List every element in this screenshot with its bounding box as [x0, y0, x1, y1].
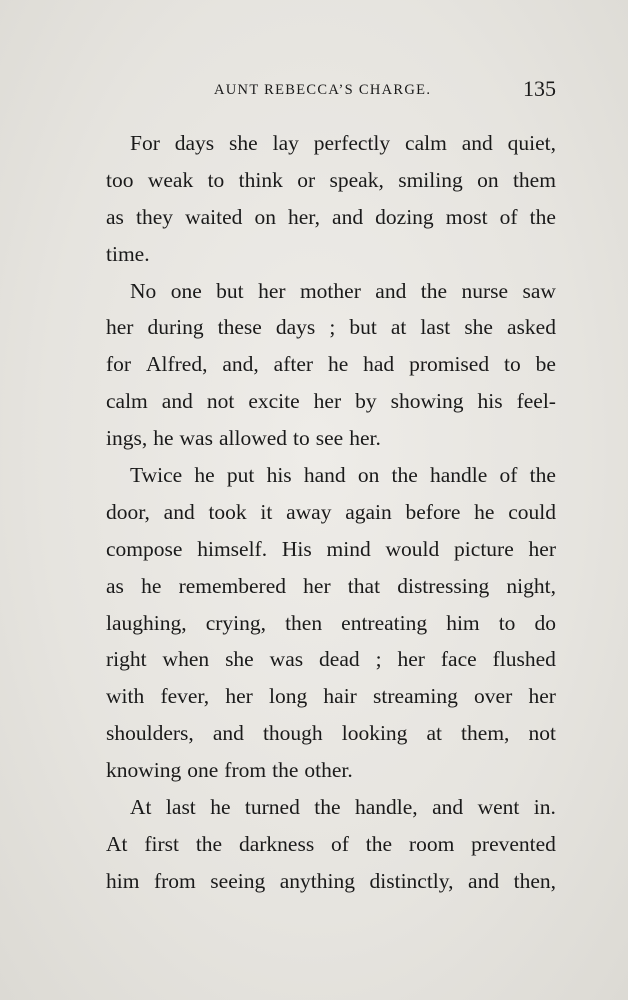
word: the — [365, 831, 393, 856]
word: them — [512, 167, 556, 192]
word: from — [224, 758, 267, 783]
text-line — [106, 346, 556, 383]
text-line — [106, 826, 556, 863]
word: last — [420, 315, 451, 340]
word: handle — [429, 463, 488, 488]
word: of — [331, 831, 349, 856]
word: during — [147, 315, 204, 340]
word: face — [440, 647, 477, 672]
word: picture — [454, 536, 514, 561]
word: first — [144, 831, 179, 856]
word: she — [225, 647, 254, 672]
word: distressing — [397, 573, 490, 598]
word: put — [226, 463, 255, 488]
word: allowed — [218, 426, 288, 451]
word: her. — [349, 426, 381, 451]
word: do — [534, 610, 556, 635]
word: ; — [375, 647, 382, 672]
word: For — [130, 131, 160, 155]
word: last — [165, 795, 196, 820]
word: excite — [248, 389, 300, 414]
word: her — [397, 647, 425, 672]
text-line — [106, 309, 556, 346]
text-line — [106, 162, 556, 199]
word: to — [207, 167, 225, 192]
word: of — [499, 463, 518, 488]
word: to — [498, 610, 516, 635]
word: as — [106, 204, 124, 229]
word: away — [286, 499, 332, 524]
text-line — [106, 125, 556, 162]
word: asked — [507, 315, 556, 340]
word: and — [163, 499, 195, 524]
word: calm — [405, 131, 447, 155]
word: that — [347, 573, 381, 598]
word: think — [238, 167, 283, 192]
word: over — [474, 684, 513, 709]
text-line — [106, 789, 556, 826]
word: flushed — [492, 647, 556, 672]
text-line — [106, 568, 556, 605]
word: himself. — [197, 536, 268, 561]
text-line — [106, 457, 556, 494]
word: waited — [185, 204, 243, 229]
word: not — [528, 721, 556, 746]
word: looking — [341, 721, 408, 746]
word: mind — [326, 536, 371, 561]
running-title: AUNT REBECCA’S CHARGE. — [214, 82, 432, 98]
word: would — [385, 536, 440, 561]
word: she — [464, 315, 493, 340]
word: compose — [106, 536, 183, 561]
word: perfectly — [313, 131, 391, 155]
word: on — [357, 463, 380, 488]
word: of — [499, 204, 518, 229]
word: seeing — [210, 868, 266, 893]
word: most — [445, 204, 488, 229]
word: at — [390, 315, 407, 340]
word: too — [106, 167, 134, 192]
word: At — [130, 795, 152, 820]
word: her — [528, 536, 556, 561]
word: the — [195, 831, 223, 856]
word: knowing — [106, 758, 182, 783]
word: to — [293, 426, 310, 451]
word: her — [303, 573, 331, 598]
word: by — [355, 389, 377, 414]
word: showing — [390, 389, 464, 414]
text-line — [106, 678, 556, 715]
word: with — [106, 684, 145, 709]
word: them, — [461, 721, 510, 746]
word: or — [297, 167, 316, 192]
word: they — [135, 204, 174, 229]
word: then — [285, 610, 323, 635]
running-head — [108, 78, 556, 102]
word: and — [332, 204, 364, 229]
word: and — [461, 131, 493, 155]
word: though — [262, 721, 323, 746]
word: these — [217, 315, 262, 340]
word: one — [187, 758, 219, 783]
text-line — [106, 715, 556, 752]
word: he — [474, 499, 495, 524]
word: her — [528, 684, 556, 709]
word: had — [363, 352, 395, 377]
word: on — [477, 167, 499, 192]
word: the — [529, 463, 556, 488]
word: went — [477, 795, 520, 820]
word: Alfred, — [145, 352, 208, 377]
word: the — [272, 758, 299, 783]
word: in. — [533, 795, 556, 820]
text-line — [106, 420, 556, 457]
word: remembered — [178, 573, 286, 598]
word: entreating — [341, 610, 428, 635]
text-line — [106, 752, 556, 789]
word: to — [504, 352, 521, 377]
word: At — [106, 831, 128, 856]
word: before — [405, 499, 461, 524]
word: smiling — [398, 167, 463, 192]
word: streaming — [373, 684, 458, 709]
word: long — [268, 684, 308, 709]
text-line — [106, 863, 556, 900]
word: on — [254, 204, 276, 229]
word: shoulders, — [106, 721, 194, 746]
word: the — [314, 795, 341, 820]
word: weak — [147, 167, 194, 192]
word: crying, — [205, 610, 266, 635]
word: laughing, — [106, 610, 187, 635]
text-line — [106, 605, 556, 642]
word: after — [273, 352, 314, 377]
word: her, — [288, 204, 320, 229]
word: when — [162, 647, 210, 672]
word: not — [206, 389, 235, 414]
word: and — [432, 795, 464, 820]
word: anything — [279, 868, 355, 893]
word: distinctly, — [369, 868, 454, 893]
word: the — [529, 204, 556, 229]
word: promised — [409, 352, 490, 377]
word: quiet, — [507, 131, 556, 155]
word: nurse — [461, 278, 509, 303]
word: fever, — [160, 684, 210, 709]
word: dozing — [375, 204, 434, 229]
word: No — [130, 278, 157, 303]
word: darkness — [238, 831, 315, 856]
word: ; — [329, 315, 336, 340]
word: night, — [506, 573, 556, 598]
word: dead — [319, 647, 360, 672]
word: see — [315, 426, 344, 451]
word: then, — [513, 868, 556, 893]
page-number: 135 — [523, 76, 556, 101]
word: but — [349, 315, 377, 340]
word: it — [260, 499, 273, 524]
word: hand — [303, 463, 346, 488]
word: be — [535, 352, 556, 377]
text-line — [106, 199, 556, 236]
word: for — [106, 352, 132, 377]
word: he — [194, 463, 215, 488]
word: the — [391, 463, 418, 488]
word: her — [106, 315, 134, 340]
word: days — [275, 315, 316, 340]
text-line — [106, 531, 556, 568]
word: he — [210, 795, 231, 820]
word: one — [170, 278, 202, 303]
word: her — [313, 389, 342, 414]
word: calm — [106, 389, 148, 414]
word: hair — [323, 684, 357, 709]
word: Twice — [130, 463, 183, 488]
body-text — [106, 125, 556, 900]
word: he — [327, 352, 349, 377]
word: his — [477, 389, 503, 414]
word: days — [174, 131, 215, 155]
word: at — [426, 721, 442, 746]
word: time. — [106, 241, 150, 266]
word: he — [141, 573, 162, 598]
word: His — [281, 536, 312, 561]
word: but — [216, 278, 244, 303]
word: his — [266, 463, 292, 488]
word: door, — [106, 499, 150, 524]
word: other. — [304, 758, 353, 783]
word: him — [446, 610, 480, 635]
text-line — [106, 273, 556, 310]
word: and — [161, 389, 193, 414]
word: ings, — [106, 426, 148, 451]
word: again — [345, 499, 392, 524]
word: could — [508, 499, 556, 524]
word: right — [106, 647, 147, 672]
text-line — [106, 236, 556, 273]
word: feel- — [516, 389, 556, 414]
word: was — [269, 647, 304, 672]
word: he — [153, 426, 174, 451]
word: him — [106, 868, 140, 893]
word: saw — [522, 278, 556, 303]
word: her — [258, 278, 286, 303]
word: from — [153, 868, 196, 893]
text-line — [106, 383, 556, 420]
word: as — [106, 573, 124, 598]
word: and, — [222, 352, 259, 377]
word: and — [212, 721, 244, 746]
word: she — [229, 131, 258, 155]
text-line — [106, 494, 556, 531]
word: and — [375, 278, 407, 303]
word: prevented — [471, 831, 556, 856]
word: was — [179, 426, 213, 451]
word: turned — [244, 795, 300, 820]
word: lay — [272, 131, 299, 155]
text-line — [106, 641, 556, 678]
word: and — [468, 868, 500, 893]
word: room — [408, 831, 455, 856]
word: mother — [299, 278, 361, 303]
word: handle, — [354, 795, 418, 820]
word: her — [225, 684, 253, 709]
word: speak, — [329, 167, 384, 192]
word: took — [208, 499, 247, 524]
word: the — [420, 278, 448, 303]
